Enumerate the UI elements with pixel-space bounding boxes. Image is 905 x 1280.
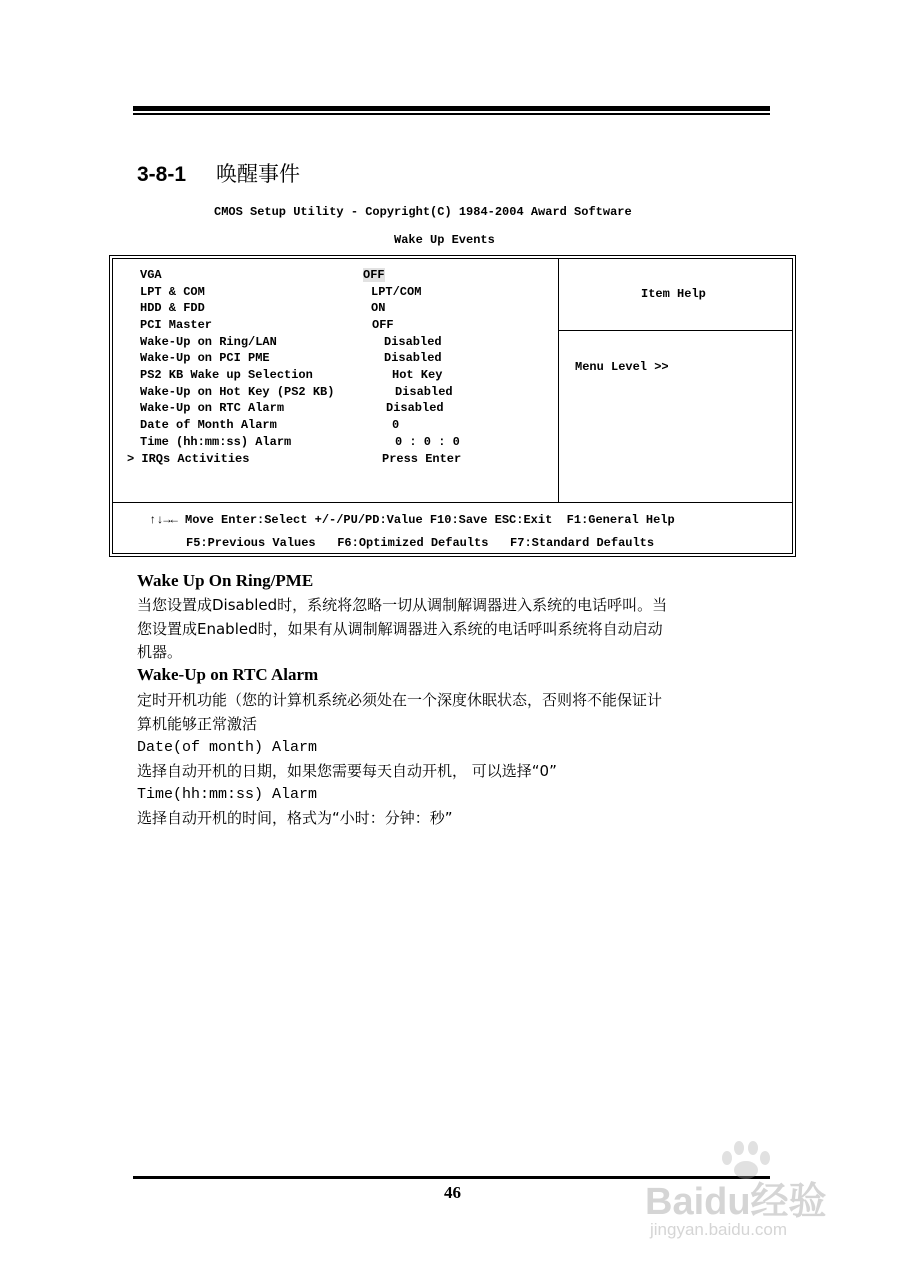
setting-label: Date of Month Alarm bbox=[140, 418, 277, 432]
bios-help-header-divider bbox=[558, 330, 793, 331]
setting-label: Wake-Up on Ring/LAN bbox=[140, 335, 277, 349]
setting-value[interactable]: Disabled bbox=[384, 351, 442, 365]
setting-row-hdd-fdd[interactable] bbox=[127, 301, 557, 318]
setting-label: LPT & COM bbox=[140, 285, 205, 299]
setting-row-vga[interactable] bbox=[127, 268, 557, 285]
setting-value[interactable]: 0 : 0 : 0 bbox=[395, 435, 460, 449]
watermark-logo: Baidu经验 bbox=[645, 1181, 827, 1223]
setting-label: VGA bbox=[140, 268, 162, 282]
para-time-alarm: 选择自动开机的时间，格式为“小时：分钟：秒” bbox=[137, 809, 453, 827]
setting-row-irq-activities[interactable] bbox=[127, 452, 557, 469]
setting-row-lpt-com[interactable] bbox=[127, 285, 557, 302]
setting-label: PS2 KB Wake up Selection bbox=[140, 368, 313, 382]
setting-value[interactable]: 0 bbox=[392, 418, 400, 432]
bios-help-divider bbox=[558, 258, 559, 502]
setting-row-wake-ring-lan[interactable] bbox=[127, 335, 557, 352]
bios-footer-divider bbox=[112, 502, 793, 503]
setting-value[interactable]: Disabled bbox=[384, 335, 442, 349]
baidu-watermark bbox=[645, 1140, 875, 1270]
bios-key-help-line1: ↑↓→← Move Enter:Select +/-/PU/PD:Value F10:Save ESC:Exit F1:General Help bbox=[149, 513, 675, 527]
bios-title: CMOS Setup Utility - Copyright(C) 1984-2004 Award Software bbox=[214, 205, 632, 219]
setting-row-ps2-kb-wake[interactable] bbox=[127, 368, 557, 385]
section-title: 唤醒事件 bbox=[216, 162, 301, 186]
setting-row-wake-pci-pme[interactable] bbox=[127, 351, 557, 368]
setting-value[interactable]: Hot Key bbox=[392, 368, 443, 382]
item-help-header: Item Help bbox=[641, 287, 706, 301]
watermark-url: jingyan.baidu.com bbox=[650, 1220, 788, 1239]
setting-label: PCI Master bbox=[140, 318, 213, 332]
setting-label: > IRQs Activities bbox=[127, 452, 250, 466]
para-wake-ring-line1: 当您设置成Disabled时，系统将忽略一切从调制解调器进入系统的电话呼叫。当 bbox=[137, 596, 668, 614]
bios-subtitle: Wake Up Events bbox=[394, 233, 495, 247]
setting-row-wake-rtc-alarm[interactable] bbox=[127, 401, 557, 418]
setting-label: Wake-Up on Hot Key (PS2 KB) bbox=[140, 385, 335, 399]
setting-value[interactable]: LPT/COM bbox=[371, 285, 422, 299]
menu-level-text: Menu Level >> bbox=[575, 360, 669, 374]
date-alarm-label: Date(of month) Alarm bbox=[137, 739, 318, 756]
section-heading bbox=[137, 158, 300, 188]
para-rtc-line1: 定时开机功能（您的计算机系统必须处在一个深度休眠状态，否则将不能保证计 bbox=[137, 691, 663, 709]
setting-row-wake-hot-key[interactable] bbox=[127, 385, 557, 402]
heading-wake-ring-pme: Wake Up On Ring/PME bbox=[137, 571, 314, 590]
setting-value[interactable]: ON bbox=[371, 301, 386, 315]
para-wake-ring-line2: 您设置成Enabled时，如果有从调制解调器进入系统的电话呼叫系统将自动启动 bbox=[137, 620, 663, 638]
page-number: 46 bbox=[444, 1183, 461, 1202]
bios-key-help-line2: F5:Previous Values F6:Optimized Defaults F7:Standard Defaults bbox=[186, 536, 655, 550]
para-wake-ring-line3: 机器。 bbox=[137, 643, 183, 661]
setting-value[interactable]: OFF bbox=[372, 318, 394, 332]
heading-wake-rtc-alarm: Wake-Up on RTC Alarm bbox=[137, 665, 319, 684]
setting-label: Time (hh:mm:ss) Alarm bbox=[140, 435, 292, 449]
time-alarm-label: Time(hh:mm:ss) Alarm bbox=[137, 786, 318, 803]
setting-row-pci-master[interactable] bbox=[127, 318, 557, 335]
setting-row-date-alarm[interactable] bbox=[127, 418, 557, 435]
setting-label: HDD & FDD bbox=[140, 301, 205, 315]
setting-value[interactable]: Press Enter bbox=[382, 452, 462, 466]
setting-value[interactable]: Disabled bbox=[395, 385, 453, 399]
section-number: 3-8-1 bbox=[137, 163, 187, 186]
setting-row-time-alarm[interactable] bbox=[127, 435, 557, 452]
setting-label: Wake-Up on RTC Alarm bbox=[140, 401, 285, 415]
top-rule-thick bbox=[133, 106, 770, 111]
setting-value[interactable]: OFF bbox=[363, 268, 385, 282]
top-rule-thin bbox=[133, 113, 770, 115]
para-rtc-line2: 算机能够正常激活 bbox=[137, 715, 258, 733]
setting-label: Wake-Up on PCI PME bbox=[140, 351, 270, 365]
para-date-alarm: 选择自动开机的日期，如果您需要每天自动开机， 可以选择“0” bbox=[137, 762, 557, 780]
setting-value[interactable]: Disabled bbox=[386, 401, 444, 415]
